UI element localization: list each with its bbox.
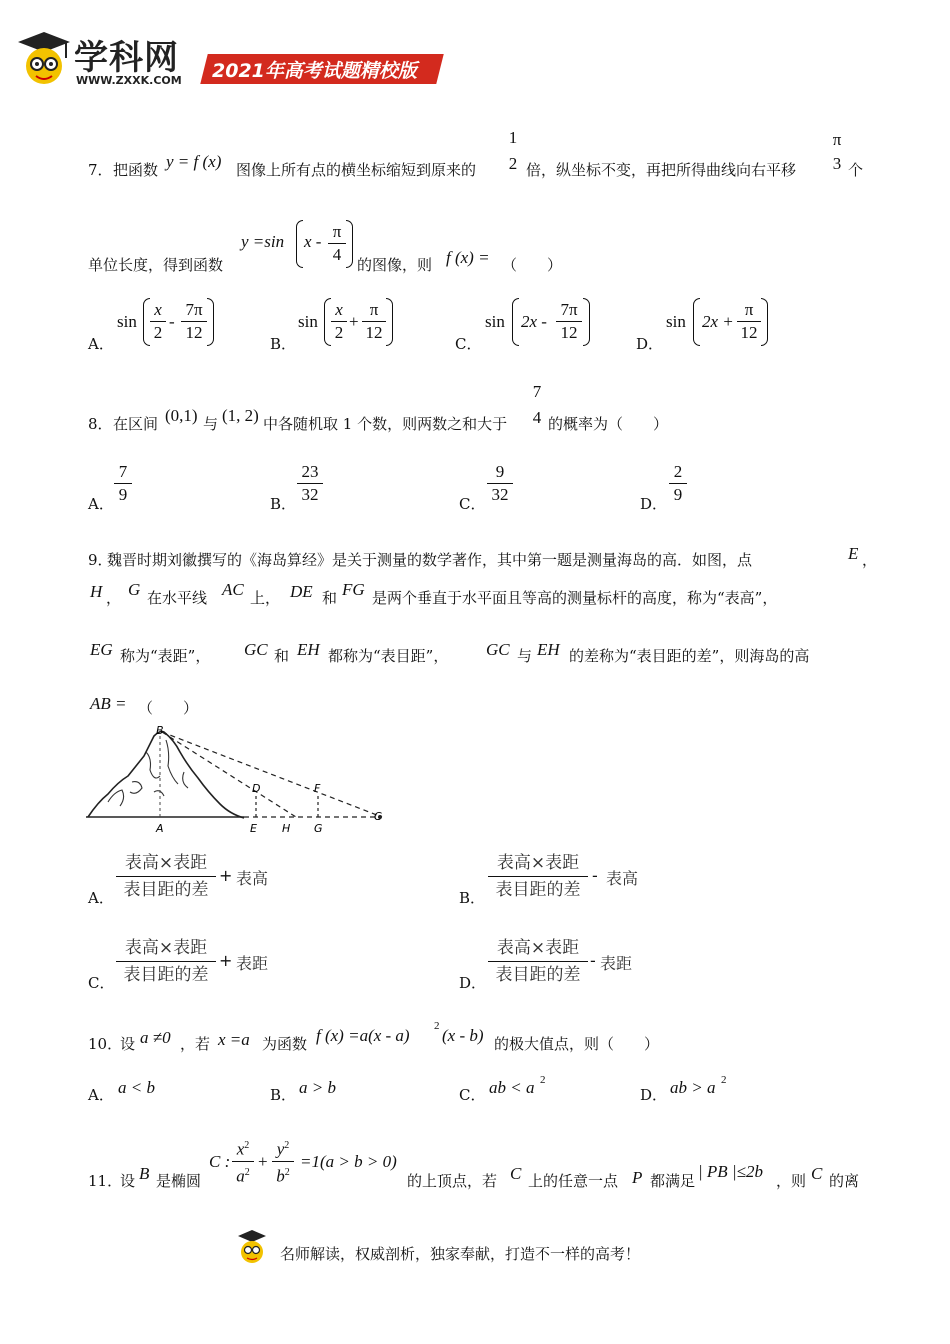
q7-text: 个 [848,161,864,179]
q10-text: 为函数 [262,1035,308,1053]
q8-opt-c-label: C． [459,495,486,513]
q9-text: 和 [274,647,290,665]
q9-text: 的差称为“表目距的差”，则海岛的高 [569,647,810,665]
q7-opt-b-frac1: x 2 [331,300,347,343]
q7-expr: y = f (x) [166,152,222,171]
q7-opt-a-frac1: x 2 [150,300,166,343]
q9-opt-d-tail: 表距 [600,954,633,973]
footer-text: 名师解读，权威剖析，独家奉献，打造不一样的高考！ [280,1245,641,1263]
fig-label-E: E [250,822,257,835]
q7-text: 倍，纵坐标不变，再把所得曲线向右平移 [526,161,797,179]
mascot-icon [14,28,72,90]
q11-text: ，则 [776,1172,807,1190]
q9-EH: EH [297,640,320,659]
q7-pi4: π 4 [328,222,346,265]
q11-text: 的离 [829,1172,860,1190]
q9-GC2: GC [486,640,510,659]
q10-text: 的极大值点，则（ ） [494,1035,660,1053]
logo-url: WWW.ZXXK.COM [76,74,182,87]
fig-label-F: F [314,782,321,795]
q7-text: 单位长度，得到函数 [88,256,224,274]
q8-num: 8． [88,415,113,433]
q9-opt-b-tail: 表高 [606,869,639,888]
q7-text: 把函数 [113,161,159,179]
q7-inner: x - [304,232,322,251]
q7-opt-b-op: + [349,312,359,331]
q11-text: 上的任意一点 [528,1172,619,1190]
q9-text: 称为“表距”， [120,647,211,665]
q9-opt-b-frac: 表高×表距 表目距的差 [488,852,588,901]
q9-opt-a-label: A． [88,889,114,907]
q11-C3: C [811,1164,823,1183]
q7-opt-c-label: C． [455,335,482,353]
fig-label-H: H [282,822,291,835]
q9-FG: FG [342,580,365,599]
mascot-icon [234,1228,270,1266]
q7-opt-a-op: - [169,312,175,331]
q7-opt-b-label: B． [270,335,297,353]
q11-plus: + [258,1152,268,1171]
q9-AC: AC [222,580,244,599]
q9-opt-c-op: + [219,951,233,970]
q9-opt-b-label: B． [459,889,486,907]
q7-opt-d-frac: π 12 [737,300,761,343]
q11-text: 的上顶点，若 [407,1172,498,1190]
q9-comma: ， [862,551,878,569]
q9-opt-a-frac: 表高×表距 表目距的差 [116,852,216,901]
q10-text: 设 [120,1035,136,1053]
q10-opt-c-label: C． [459,1086,486,1104]
q8-opt-d-label: D． [640,495,668,513]
q10-opt-c: ab < a [489,1078,535,1097]
q9-line1: 魏晋时期刘徽撰写的《海岛算经》是关于测量的数学著作，其中第一题是测量海岛的高．如图，点 [107,551,753,569]
q9-GC: GC [244,640,268,659]
q7-opt-c-sin: sin [485,312,505,331]
q9-opt-d-op: - [590,951,596,970]
q7-paren: （ ） [502,256,563,274]
q11-frac-y: $y^2$ $b^2$ [272,1136,294,1186]
q8-interval2: (1, 2) [222,406,259,425]
q10-opt-d-label: D． [640,1086,668,1104]
q7-opt-c-frac: 7π 12 [556,300,582,343]
q9-opt-a-tail: 表高 [236,869,269,888]
q7-fx: f (x) = [446,248,490,267]
q11-eq: =1(a > b > 0) [300,1152,397,1171]
q7-opt-b-sin: sin [298,312,318,331]
q7-pi3: π 3 [832,130,842,173]
q7-text: 的图像，则 [357,256,433,274]
q10-sup: 2 [434,1020,440,1032]
q8-opt-b-label: B． [270,495,297,513]
q11-text: 都满足 [650,1172,696,1190]
q8-opt-a: 7 9 [114,462,132,505]
q8-text: 与 [203,415,219,433]
q9-text: 都称为“表目距”， [328,647,449,665]
fig-label-A: A [156,822,164,835]
q8-text: 在区间 [113,415,159,433]
q9-opt-a-op: + [219,866,233,885]
q7-ysin: y =sin [241,232,285,251]
q11-text: 是椭圆 [156,1172,202,1190]
q9-opt-b-op: - [592,866,598,885]
q9-opt-d-frac: 表高×表距 表目距的差 [488,937,588,986]
q7-opt-d-a: 2x + [702,312,734,331]
q9-EH2: EH [537,640,560,659]
fig-label-D: D [252,782,261,795]
q7-opt-d-label: D． [636,335,664,353]
q7-opt-b-frac2: π 12 [362,300,386,343]
island-figure [84,722,390,838]
q9-comma: ， [106,589,122,607]
header-logo [14,28,444,92]
q9-H: H [90,582,103,601]
q10-opt-a: a < b [118,1078,155,1097]
q9-text: 上， [250,589,281,607]
q9-EG: EG [90,640,113,659]
q8-interval1: (0,1) [165,406,198,425]
q9-DE: DE [290,582,313,601]
logo-text: 学科网 [74,38,179,78]
q7-half: 1 2 [508,128,518,173]
q7-opt-d-sin: sin [666,312,686,331]
q11-text: 设 [120,1172,136,1190]
q9-opt-d-label: D． [459,974,487,992]
fig-label-B: B [156,724,164,737]
q7-num: 7． [88,161,113,179]
q8-opt-a-label: A． [88,495,114,513]
q8-frac: 7 4 [532,382,542,427]
q9-text: 和 [322,589,338,607]
q8-opt-c: 9 32 [487,462,513,505]
q9-opt-c-frac: 表高×表距 表目距的差 [116,937,216,986]
q7-opt-c-a: 2x - [521,312,547,331]
q8-text: 中各随机取 1 个数，则两数之和大于 [263,415,508,433]
q10-opt-a-label: A． [88,1086,114,1104]
q11-C: C : [209,1152,231,1171]
q11-pb: | PB |≤2b [698,1162,763,1181]
q7-opt-a-frac2: 7π 12 [181,300,207,343]
q11-frac-x: $x^2$ $a^2$ [232,1136,254,1186]
q11-num: 11． [88,1172,123,1190]
q9-text: 在水平线 [147,589,208,607]
q7-text: 图像上所有点的横坐标缩短到原来的 [236,161,477,179]
q9-opt-c-label: C． [88,974,115,992]
q10-opt-b-label: B． [270,1086,297,1104]
q10-text: ，若 [180,1035,211,1053]
q7-opt-a-label: A． [88,335,114,353]
q9-G: G [128,580,141,599]
q10-cond2: x =a [218,1030,250,1049]
q11-B: B [139,1164,150,1183]
q11-P: P [632,1168,643,1187]
q10-func2: (x - b) [442,1026,484,1045]
q9-E: E [848,544,859,563]
q10-num: 10． [88,1035,123,1053]
q9-num: 9． [88,551,113,569]
q9-opt-c-tail: 表距 [236,954,269,973]
q10-func: f (x) =a(x - a) [316,1026,410,1045]
fig-label-G: G [314,822,323,835]
q8-opt-b: 23 32 [297,462,323,505]
q9-paren: （ ） [138,699,199,717]
q9-AB: AB = [90,694,127,713]
q10-opt-d-sup: 2 [721,1074,727,1086]
q10-opt-d: ab > a [670,1078,716,1097]
q9-text: 与 [517,647,533,665]
q7-opt-a-sin: sin [117,312,137,331]
q10-opt-c-sup: 2 [540,1074,546,1086]
q10-cond1: a ≠0 [140,1028,171,1047]
q10-opt-b: a > b [299,1078,336,1097]
q11-C2: C [510,1164,522,1183]
q9-text: 是两个垂直于水平面且等高的测量标杆的高度，称为“表高”， [372,589,778,607]
banner-text: 2021年高考试题精校版 [212,60,417,82]
fig-label-C: C [374,810,382,823]
q8-opt-d: 2 9 [669,462,687,505]
q8-text: 的概率为（ ） [548,415,669,433]
